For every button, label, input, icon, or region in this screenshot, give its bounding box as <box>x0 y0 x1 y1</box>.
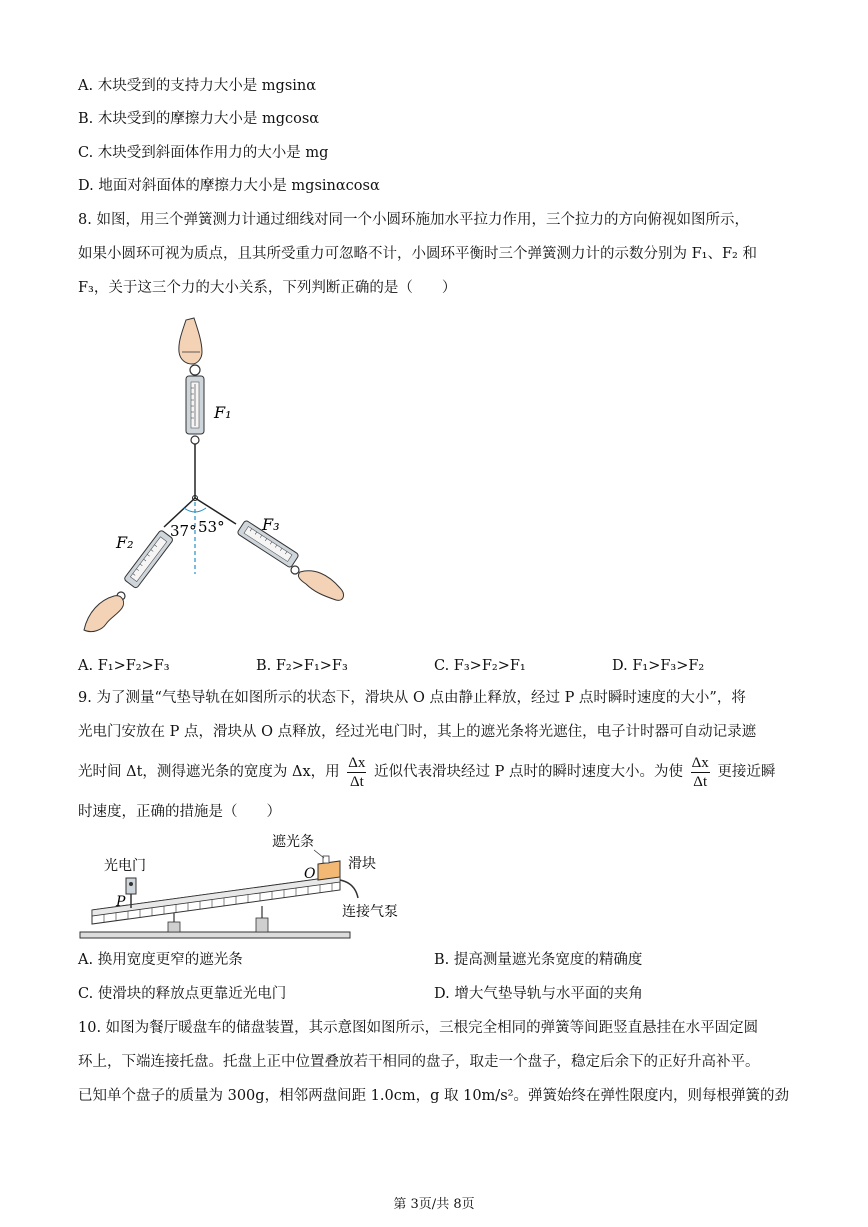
q10-stem-line2: 环上，下端连接托盘。托盘上正中位置叠放若干相同的盘子，取走一个盘子，稳定后余下的正好升高补平。 <box>78 1054 760 1070</box>
page-footer: 第 3页/共 8页 <box>393 1197 475 1212</box>
q9-line3-part-b: 近似代表滑块经过 P 点时的瞬时速度大小。为使 <box>374 764 684 780</box>
f1-label: F₁ <box>214 403 232 422</box>
photogate <box>126 878 136 908</box>
q7-option-b: B. 木块受到的摩擦力大小是 mgcosα <box>78 111 320 127</box>
right-hand-icon <box>298 571 343 601</box>
f2-label: F₂ <box>116 533 134 552</box>
q9-option-a: A. 换用宽度更窄的遮光条 <box>78 952 243 968</box>
pump-hose <box>340 880 358 898</box>
fraction-numerator: Δx <box>691 754 709 771</box>
q8-stem-line3: F₃，关于这三个力的大小关系，下列判断正确的是（ ） <box>78 280 457 296</box>
q9-option-b: B. 提高测量遮光条宽度的精确度 <box>434 952 643 968</box>
q9-option-c: C. 使滑块的释放点更靠近光电门 <box>78 986 287 1002</box>
slider-block <box>318 856 340 880</box>
q9-figure <box>78 830 398 942</box>
q9-line3-part-c: 更接近瞬 <box>717 764 776 780</box>
f1-spring-scale <box>186 365 204 444</box>
fraction-denominator: Δt <box>693 773 708 790</box>
q8-option-b: B. F₂>F₁>F₃ <box>256 658 348 674</box>
p-label: P <box>116 894 126 910</box>
q7-option-c: C. 木块受到斜面体作用力的大小是 mg <box>78 145 329 161</box>
angle-53-label: 53° <box>198 518 225 536</box>
base-plate <box>80 932 350 938</box>
q10-stem-line1: 10. 如图为餐厅暖盘车的储盘装置，其示意图如图所示，三根完全相同的弹簧等间距竖直悬挂在水平固定圆 <box>78 1020 759 1036</box>
o-label: O <box>304 866 316 882</box>
shade-strip-label: 遮光条 <box>272 834 314 850</box>
left-hand-icon <box>84 596 124 632</box>
q9-stem-line2: 光电门安放在 P 点，滑块从 O 点释放，经过光电门时，其上的遮光条将光遮住，电子计时器可自动记录遮 <box>78 724 757 740</box>
top-hand-icon <box>179 318 202 364</box>
dx-over-dt-fraction-2 <box>691 754 710 791</box>
q9-line3-part-a: 光时间 Δt，测得遮光条的宽度为 Δx，用 <box>78 764 340 780</box>
q8-option-c: C. F₃>F₂>F₁ <box>434 658 526 674</box>
q8-figure <box>78 312 358 642</box>
q9-option-d: D. 增大气垫导轨与水平面的夹角 <box>434 986 643 1002</box>
slider-label: 滑块 <box>348 856 376 872</box>
pump-label: 连接气泵 <box>342 904 398 920</box>
angle-37-label: 37° <box>170 522 197 540</box>
q8-stem-line2: 如果小圆环可视为质点，且其所受重力可忽略不计，小圆环平衡时三个弹簧测力计的示数分别为 F₁、F₂ 和 <box>78 246 757 262</box>
q7-option-d: D. 地面对斜面体的摩擦力大小是 mgsinαcosα <box>78 178 380 194</box>
q9-stem-line4: 时速度，正确的措施是（ ） <box>78 804 281 820</box>
f3-label: F₃ <box>262 515 280 534</box>
photogate-label: 光电门 <box>104 858 146 874</box>
q7-option-a: A. 木块受到的支持力大小是 mgsinα <box>78 78 317 94</box>
fraction-denominator: Δt <box>349 773 364 790</box>
q9-stem-line3 <box>78 750 775 794</box>
dx-over-dt-fraction <box>347 754 366 791</box>
q10-stem-line3: 已知单个盘子的质量为 300g，相邻两盘间距 1.0cm，g 取 10m/s²。弹簧始终在弹性限度内，则每根弹簧的劲 <box>78 1088 789 1104</box>
q8-stem-line1: 8. 如图，用三个弹簧测力计通过细线对同一个小圆环施加水平拉力作用，三个拉力的方向俯视如图所示， <box>78 212 749 228</box>
q9-stem-line1: 9. 为了测量“气垫导轨在如图所示的状态下，滑块从 O 点由静止释放，经过 P 点时瞬时速度的大小”，将 <box>78 690 746 706</box>
q8-option-d: D. F₁>F₃>F₂ <box>612 658 705 674</box>
q8-option-a: A. F₁>F₂>F₃ <box>78 658 170 674</box>
fraction-numerator: Δx <box>348 754 366 771</box>
